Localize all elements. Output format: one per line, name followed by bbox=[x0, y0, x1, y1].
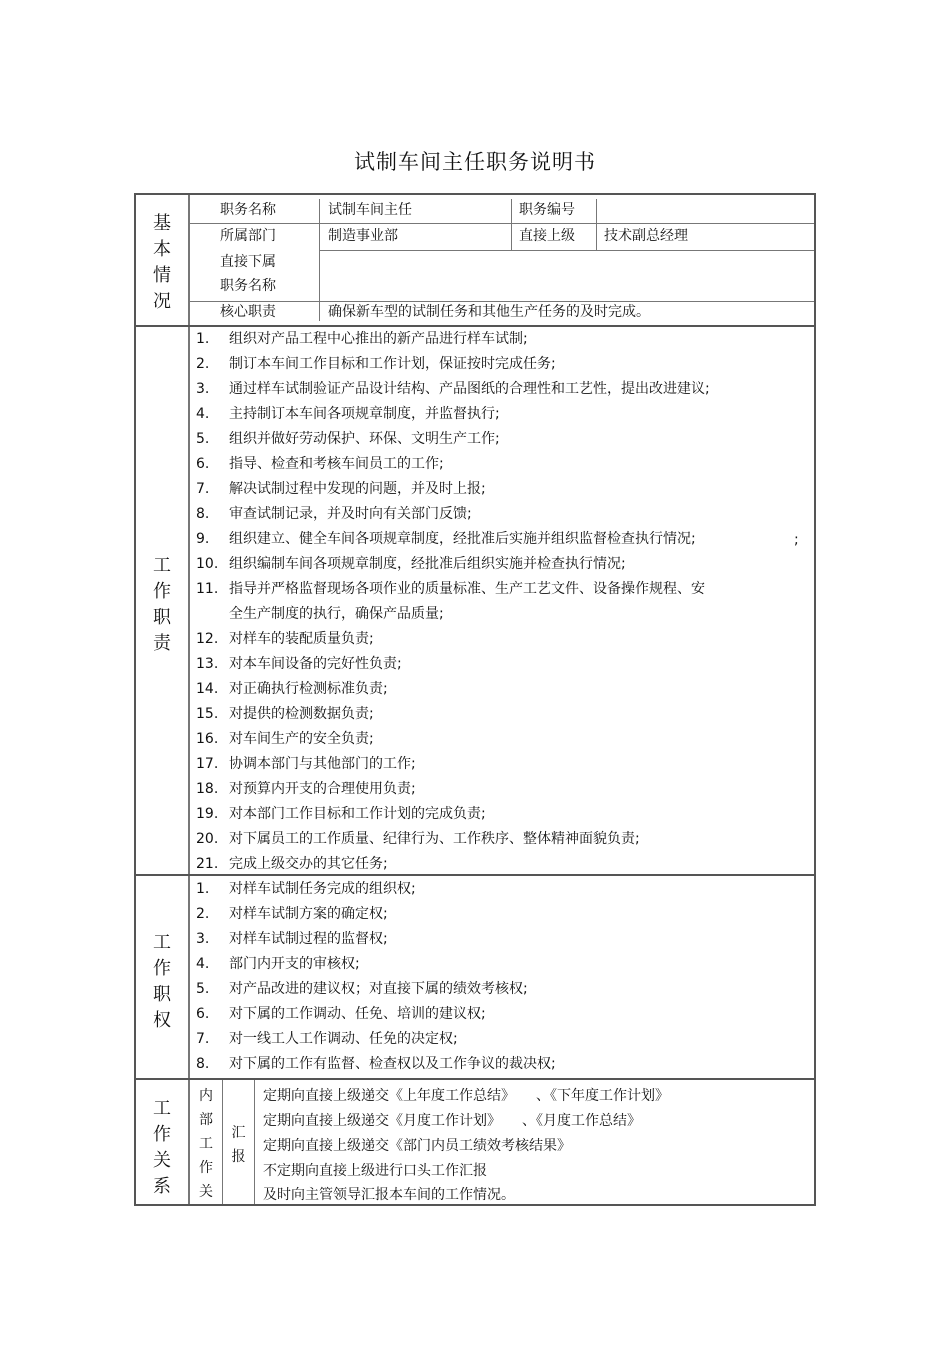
internal-relations-label: 内 部 工 作 关 bbox=[199, 1088, 213, 1200]
list-item bbox=[196, 454, 710, 479]
item-text: 对一线工人工作调动、任免的决定权; bbox=[229, 1031, 458, 1047]
list-item bbox=[196, 429, 710, 454]
relation-line: 不定期向直接上级进行口头工作汇报 bbox=[263, 1163, 487, 1179]
item-text: 对预算内开支的合理使用负责; bbox=[229, 781, 416, 797]
divider bbox=[190, 301, 814, 302]
item-number: 7. bbox=[196, 481, 210, 497]
superior-value: 技术副总经理 bbox=[604, 228, 688, 244]
item-number: 2. bbox=[196, 356, 210, 372]
list-item bbox=[196, 329, 710, 354]
stray-semicolon: ; bbox=[794, 532, 799, 548]
basic-info-section bbox=[134, 193, 816, 327]
item-number: 6. bbox=[196, 1006, 210, 1022]
list-item bbox=[196, 879, 556, 904]
item-text: 全生产制度的执行，确保产品质量; bbox=[229, 606, 444, 622]
subordinate-label-line2: 职务名称 bbox=[220, 278, 276, 294]
item-text: 解决试制过程中发现的问题，并及时上报; bbox=[229, 481, 486, 497]
item-text: 对提供的检测数据负责; bbox=[229, 706, 374, 722]
relation-line: 定期向直接上级递交《月度工作计划》 、《月度工作总结》 bbox=[263, 1113, 641, 1129]
item-text: 组织并做好劳动保护、环保、文明生产工作; bbox=[229, 431, 500, 447]
item-text: 审查试制记录，并及时向有关部门反馈; bbox=[229, 506, 472, 522]
relation-line: 定期向直接上级递交《上年度工作总结》 、《下年度工作计划》 bbox=[263, 1088, 669, 1104]
item-text: 对样车试制任务完成的组织权; bbox=[229, 881, 416, 897]
item-text: 组织建立、健全车间各项规章制度，经批准后实施并组织监督检查执行情况; bbox=[229, 531, 696, 547]
item-text: 对车间生产的安全负责; bbox=[229, 731, 374, 747]
dept-label: 所属部门 bbox=[220, 228, 276, 244]
duties-label: 工 作 职 责 bbox=[153, 555, 171, 654]
list-item bbox=[196, 754, 710, 779]
list-item bbox=[196, 979, 556, 1004]
job-code-label: 职务编号 bbox=[519, 202, 575, 218]
list-item bbox=[196, 704, 710, 729]
item-text: 组织对产品工程中心推出的新产品进行样车试制; bbox=[229, 331, 528, 347]
list-item bbox=[196, 904, 556, 929]
list-item bbox=[196, 1054, 556, 1079]
item-text: 对下属的工作有监督、检查权以及工作争议的裁决权; bbox=[229, 1056, 556, 1072]
duties-list bbox=[196, 329, 710, 879]
item-number: 8. bbox=[196, 506, 210, 522]
item-text: 组织编制车间各项规章制度，经批准后组织实施并检查执行情况; bbox=[229, 556, 626, 572]
duties-header bbox=[136, 327, 190, 874]
list-item bbox=[196, 829, 710, 854]
item-number: 11. bbox=[196, 581, 219, 597]
item-text: 主持制订本车间各项规章制度，并监督执行; bbox=[229, 406, 500, 422]
item-text: 通过样车试制验证产品设计结构、产品图纸的合理性和工艺性，提出改进建议; bbox=[229, 381, 710, 397]
item-number: 2. bbox=[196, 906, 210, 922]
item-text: 指导并严格监督现场各项作业的质量标准、生产工艺文件、设备操作规程、安 bbox=[229, 581, 705, 597]
divider bbox=[511, 199, 512, 251]
item-text: 对样车试制方案的确定权; bbox=[229, 906, 388, 922]
item-number: 7. bbox=[196, 1031, 210, 1047]
item-text: 对正确执行检测标准负责; bbox=[229, 681, 388, 697]
relations-section bbox=[134, 1078, 816, 1206]
duties-section bbox=[134, 325, 816, 876]
item-number: 21. bbox=[196, 856, 219, 872]
divider bbox=[190, 223, 814, 224]
list-item bbox=[196, 729, 710, 754]
list-item bbox=[196, 379, 710, 404]
relation-line: 定期向直接上级递交《部门内员工绩效考核结果》 bbox=[263, 1138, 571, 1154]
authority-label: 工 作 职 权 bbox=[153, 932, 171, 1031]
item-number: 16. bbox=[196, 731, 219, 747]
item-number: 13. bbox=[196, 656, 219, 672]
item-number: 3. bbox=[196, 931, 210, 947]
job-name-label: 职务名称 bbox=[220, 202, 276, 218]
item-number: 9. bbox=[196, 531, 210, 547]
core-duty-label: 核心职责 bbox=[220, 304, 276, 320]
relations-label: 工 作 关 系 bbox=[153, 1098, 171, 1197]
divider bbox=[254, 1080, 255, 1204]
divider bbox=[596, 199, 597, 251]
item-number: 15. bbox=[196, 706, 219, 722]
item-text: 对下属员工的工作质量、纪律行为、工作秩序、整体精神面貌负责; bbox=[229, 831, 640, 847]
item-number: 10. bbox=[196, 556, 219, 572]
subordinate-label-line1: 直接下属 bbox=[220, 254, 276, 270]
job-name-value: 试制车间主任 bbox=[328, 202, 412, 218]
authority-header bbox=[136, 876, 190, 1078]
item-text: 对本部门工作目标和工作计划的完成负责; bbox=[229, 806, 486, 822]
item-text: 对产品改进的建议权；对直接下属的绩效考核权; bbox=[229, 981, 528, 997]
list-item bbox=[196, 804, 710, 829]
item-number: 14. bbox=[196, 681, 219, 697]
list-item bbox=[196, 1004, 556, 1029]
item-number: 18. bbox=[196, 781, 219, 797]
authority-body bbox=[190, 876, 814, 1078]
item-text: 对样车试制过程的监督权; bbox=[229, 931, 388, 947]
authority-list bbox=[196, 879, 556, 1079]
item-number: 17. bbox=[196, 756, 219, 772]
item-text: 部门内开支的审核权; bbox=[229, 956, 360, 972]
basic-info-label: 基 本 情 况 bbox=[153, 213, 171, 312]
item-number: 5. bbox=[196, 981, 210, 997]
report-label: 汇 报 bbox=[231, 1125, 246, 1165]
core-duty-value: 确保新车型的试制任务和其他生产任务的及时完成。 bbox=[328, 304, 650, 320]
authority-section bbox=[134, 874, 816, 1080]
list-item bbox=[196, 929, 556, 954]
list-item bbox=[196, 604, 710, 629]
basic-info-header bbox=[136, 195, 190, 325]
basic-info-grid bbox=[190, 195, 814, 325]
list-item bbox=[196, 354, 710, 379]
list-item bbox=[196, 954, 556, 979]
item-text: 对样车的装配质量负责; bbox=[229, 631, 374, 647]
list-item bbox=[196, 504, 710, 529]
dept-value: 制造事业部 bbox=[328, 228, 398, 244]
list-item bbox=[196, 404, 710, 429]
item-number: 4. bbox=[196, 956, 210, 972]
item-text: 对下属的工作调动、任免、培训的建议权; bbox=[229, 1006, 486, 1022]
relations-header bbox=[136, 1080, 190, 1204]
document-title: 试制车间主任职务说明书 bbox=[354, 150, 596, 174]
duties-body bbox=[190, 327, 814, 874]
item-text: 对本车间设备的完好性负责; bbox=[229, 656, 402, 672]
item-number: 1. bbox=[196, 881, 210, 897]
item-number: 20. bbox=[196, 831, 219, 847]
list-item bbox=[196, 579, 710, 604]
relation-line: 及时向主管领导汇报本车间的工作情况。 bbox=[263, 1187, 515, 1203]
list-item bbox=[196, 479, 710, 504]
relations-body bbox=[190, 1080, 814, 1204]
list-item bbox=[196, 1029, 556, 1054]
item-number: 5. bbox=[196, 431, 210, 447]
item-text: 制订本车间工作目标和工作计划，保证按时完成任务; bbox=[229, 356, 556, 372]
item-number: 4. bbox=[196, 406, 210, 422]
list-item bbox=[196, 654, 710, 679]
item-text: 完成上级交办的其它任务; bbox=[229, 856, 388, 872]
item-number: 8. bbox=[196, 1056, 210, 1072]
item-text: 指导、检查和考核车间员工的工作; bbox=[229, 456, 444, 472]
divider bbox=[320, 250, 814, 251]
superior-label: 直接上级 bbox=[519, 228, 575, 244]
item-number: 19. bbox=[196, 806, 219, 822]
item-number: 1. bbox=[196, 331, 210, 347]
item-number: 6. bbox=[196, 456, 210, 472]
list-item bbox=[196, 629, 710, 654]
list-item bbox=[196, 529, 710, 554]
list-item bbox=[196, 779, 710, 804]
item-text: 协调本部门与其他部门的工作; bbox=[229, 756, 416, 772]
divider bbox=[319, 199, 320, 321]
item-number: 3. bbox=[196, 381, 210, 397]
item-number: 12. bbox=[196, 631, 219, 647]
list-item bbox=[196, 554, 710, 579]
list-item bbox=[196, 679, 710, 704]
